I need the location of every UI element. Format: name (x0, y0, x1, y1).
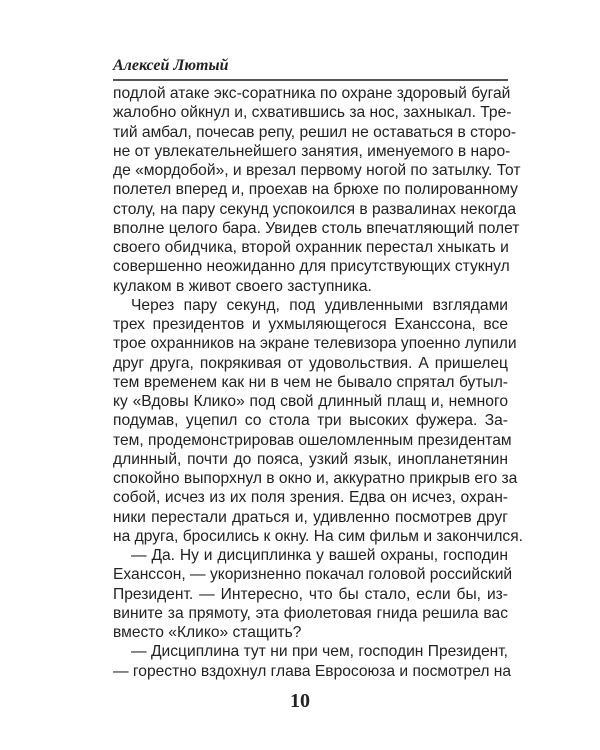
paragraph (113, 546, 513, 642)
text-line: подлой атаке экс-соратника по охране здоровый бугай (113, 85, 511, 102)
text-line: Еханссон, — укоризненно покачал головой российский (113, 566, 513, 584)
text-line: тий амбал, почесав репу, решил не оставаться в сторо- (113, 123, 517, 141)
text-line: жалобно ойкнул и, схватившись за нос, захныкал. Тре- (113, 104, 512, 122)
running-header-author: Алексей Лютый (113, 57, 229, 74)
text-line: друг друга, покрякивая от удовольствия. А пришелец (113, 354, 508, 372)
text-line: собой, исчез из их поля зрения. Едва он исчез, охран- (113, 489, 508, 507)
text-line: Через пару секунд, под удивленными взглядами (131, 296, 508, 314)
text-line: столу, на пару секунд успокоился в развалинах некогда (113, 200, 516, 218)
text-line: — Дисциплина тут ни при чем, господин Президент, (131, 643, 508, 661)
text-line: совершенно неожиданно для присутствующих стукнул (113, 258, 510, 276)
text-line: подумав, уцепил со стола три высоких фужера. За- (113, 412, 508, 430)
text-line: своего обидчика, второй охранник перестал хныкать и (113, 239, 509, 256)
text-line: спокойно выпорхнул в окно и, аккуратно прикрыв его за (113, 470, 518, 487)
text-line: ку «Вдовы Клико» под свой длинный плащ и, немного (113, 393, 508, 410)
text-line: трое охранников на экране телевизора упоенно лупили (113, 335, 517, 353)
paragraph (113, 642, 512, 681)
text-line: вполне целого бара. Увидев столь впечатляющий полет (113, 219, 520, 237)
text-line: кулаком в живот своего заступника. (113, 277, 372, 295)
text-line: Президент. — Интересно, что бы стало, если бы, из- (113, 585, 508, 603)
text-line: ники перестали драться и, удивленно посмотрев друг (113, 508, 508, 526)
text-line: тем временем как ни в чем не бывало спрятал бутыл- (113, 373, 508, 391)
text-line: — горестно вздохнул глава Евросоюза и посмотрел на (113, 662, 512, 680)
running-header (113, 56, 508, 76)
text-line: — Да. Ну и дисциплинка у вашей охраны, господин (131, 547, 508, 564)
text-line: вместо «Клико» стащить? (113, 624, 302, 641)
text-line: тем, продемонстрировав ошеломленным президентам (113, 431, 512, 449)
text-line: на друга, бросились к окну. На сим фильм и закончился. (113, 527, 523, 545)
text-line: вините за прямоту, эта фиолетовая гнида решила вас (113, 604, 508, 622)
text-line: де «мордобой», и врезал первому ногой по затылку. Тот (113, 162, 521, 179)
text-line: длинный, почти до пояса, узкий язык, инопланетянин (113, 450, 508, 468)
header-rule (113, 79, 508, 81)
text-line: не от увлекательнейшего занятия, именуемого в наро- (113, 142, 511, 160)
text-line: полетел вперед и, проехав на брюхе по полированному (113, 181, 518, 199)
page-body-text (113, 84, 523, 681)
text-line: трех президентов и ухмыляющегося Еханссона, все (113, 316, 508, 333)
paragraph (113, 84, 521, 296)
page-number: 10 (290, 690, 310, 712)
paragraph (113, 296, 523, 546)
